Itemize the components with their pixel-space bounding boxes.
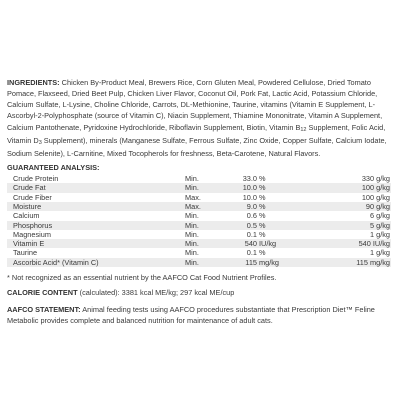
percent-unit: % bbox=[257, 230, 295, 239]
ingredients-paragraph bbox=[7, 77, 393, 159]
percent-value: 0.1 bbox=[221, 230, 257, 239]
guaranteed-analysis-heading: GUARANTEED ANALYSIS: bbox=[7, 163, 100, 173]
min-max-label: Min. bbox=[185, 230, 221, 239]
min-max-label: Min. bbox=[185, 183, 221, 192]
ingredients-text-3: Supplement), minerals (Manganese Sulfate, Ferrous Sulfate, Zinc Oxide, Copper Sulfate, Calcium Iodate, Sodium Selenite), L-Carnitine, Mixed Tocopherols for freshness, Beta-Carotene, Natural Flavors. bbox=[7, 135, 387, 158]
min-max-label: Max. bbox=[185, 193, 221, 202]
per-kg-value: 1 g/kg bbox=[295, 230, 391, 239]
min-max-label: Max. bbox=[185, 202, 221, 211]
percent-value: 10.0 bbox=[221, 193, 257, 202]
min-max-label: Min. bbox=[185, 258, 221, 267]
calorie-content bbox=[7, 288, 393, 298]
per-kg-value: 6 g/kg bbox=[295, 211, 391, 220]
percent-unit: % bbox=[257, 221, 295, 230]
percent-unit: % bbox=[257, 248, 295, 257]
percent-value: 33.0 bbox=[221, 174, 257, 183]
percent-value: 0.5 bbox=[221, 221, 257, 230]
per-kg-value: 90 g/kg bbox=[295, 202, 391, 211]
nutrient-name: Magnesium bbox=[7, 230, 185, 239]
guaranteed-analysis-table bbox=[7, 174, 391, 267]
percent-value: 0.6 bbox=[221, 211, 257, 220]
min-max-label: Min. bbox=[185, 221, 221, 230]
per-kg-value: 115 mg/kg bbox=[295, 258, 391, 267]
table-row bbox=[7, 258, 391, 267]
percent-value: 10.0 bbox=[221, 183, 257, 192]
percent-unit: mg/kg bbox=[257, 258, 295, 267]
table-row bbox=[7, 211, 391, 220]
table-row bbox=[7, 183, 391, 192]
percent-value: 0.1 bbox=[221, 248, 257, 257]
percent-unit: % bbox=[257, 202, 295, 211]
per-kg-value: 100 g/kg bbox=[295, 193, 391, 202]
aafco-statement-label: AAFCO STATEMENT: bbox=[7, 305, 81, 315]
table-row bbox=[7, 202, 391, 211]
per-kg-value: 330 g/kg bbox=[295, 174, 391, 183]
nutrient-name: Crude Protein bbox=[7, 174, 185, 183]
ingredients-text-2: Supplement, Folic Acid, Vitamin D bbox=[7, 122, 386, 145]
ingredients-label: INGREDIENTS: bbox=[7, 78, 60, 87]
table-row bbox=[7, 248, 391, 257]
nutrient-name: Ascorbic Acid* (Vitamin C) bbox=[7, 258, 185, 267]
percent-value: 115 bbox=[221, 258, 257, 267]
percent-unit: % bbox=[257, 183, 295, 192]
min-max-label: Min. bbox=[185, 174, 221, 183]
label-document bbox=[7, 77, 393, 326]
min-max-label: Min. bbox=[185, 248, 221, 257]
nutrient-name: Taurine bbox=[7, 248, 185, 257]
aafco-statement-text: Animal feeding tests using AAFCO procedures substantiate that Prescription Diet™ Feline Metabolic provides complete and balanced nutrition for maintenance of adult cats. bbox=[7, 305, 375, 326]
calorie-content-text: (calculated): 3381 kcal ME/kg; 297 kcal ME/cup bbox=[77, 288, 235, 298]
min-max-label: Min. bbox=[185, 239, 221, 248]
percent-unit: IU/kg bbox=[257, 239, 295, 248]
nutrient-name: Vitamin E bbox=[7, 239, 185, 248]
nutrient-name: Crude Fat bbox=[7, 183, 185, 192]
table-row bbox=[7, 174, 391, 183]
per-kg-value: 1 g/kg bbox=[295, 248, 391, 257]
min-max-label: Min. bbox=[185, 211, 221, 220]
percent-unit: % bbox=[257, 193, 295, 202]
ingredients-text-1: Chicken By-Product Meal, Brewers Rice, Corn Gluten Meal, Powdered Cellulose, Dried Tomato Pomace, Flaxseed, Dried Beet Pulp, Chicken Liver Flavor, Coconut Oil, Pork Fat, Lactic Acid, Potassium Chloride, Calcium Sulfate, L-Lysine, Choline Chloride, Carrots, DL-Methionine, Taurine, vitamins (Vitamin E Supplement, L-Ascorbyl-2-Polyphosphate (source of Vitamin C), Niacin Supplement, Thiamine Mononitrate, Vitamin A Supplement, Calcium Pantothenate, Pyridoxine Hydrochloride, Riboflavin Supplement, Biotin, Vitamin B bbox=[7, 78, 383, 132]
table-row bbox=[7, 239, 391, 248]
vitamin-d-subscript: 3 bbox=[38, 139, 42, 146]
percent-value: 9.0 bbox=[221, 202, 257, 211]
table-row bbox=[7, 193, 391, 202]
table-row bbox=[7, 221, 391, 230]
vitamin-b-subscript: 12 bbox=[300, 126, 307, 133]
footnote: * Not recognized as an essential nutrient by the AAFCO Cat Food Nutrient Profiles. bbox=[7, 273, 277, 283]
per-kg-value: 100 g/kg bbox=[295, 183, 391, 192]
percent-value: 540 bbox=[221, 239, 257, 248]
per-kg-value: 540 IU/kg bbox=[295, 239, 391, 248]
nutrient-name: Moisture bbox=[7, 202, 185, 211]
nutrient-name: Crude Fiber bbox=[7, 193, 185, 202]
percent-unit: % bbox=[257, 211, 295, 220]
calorie-content-label: CALORIE CONTENT bbox=[7, 288, 78, 298]
percent-unit: % bbox=[257, 174, 295, 183]
per-kg-value: 5 g/kg bbox=[295, 221, 391, 230]
nutrient-name: Phosphorus bbox=[7, 221, 185, 230]
aafco-statement bbox=[7, 304, 393, 326]
nutrient-name: Calcium bbox=[7, 211, 185, 220]
table-row bbox=[7, 230, 391, 239]
